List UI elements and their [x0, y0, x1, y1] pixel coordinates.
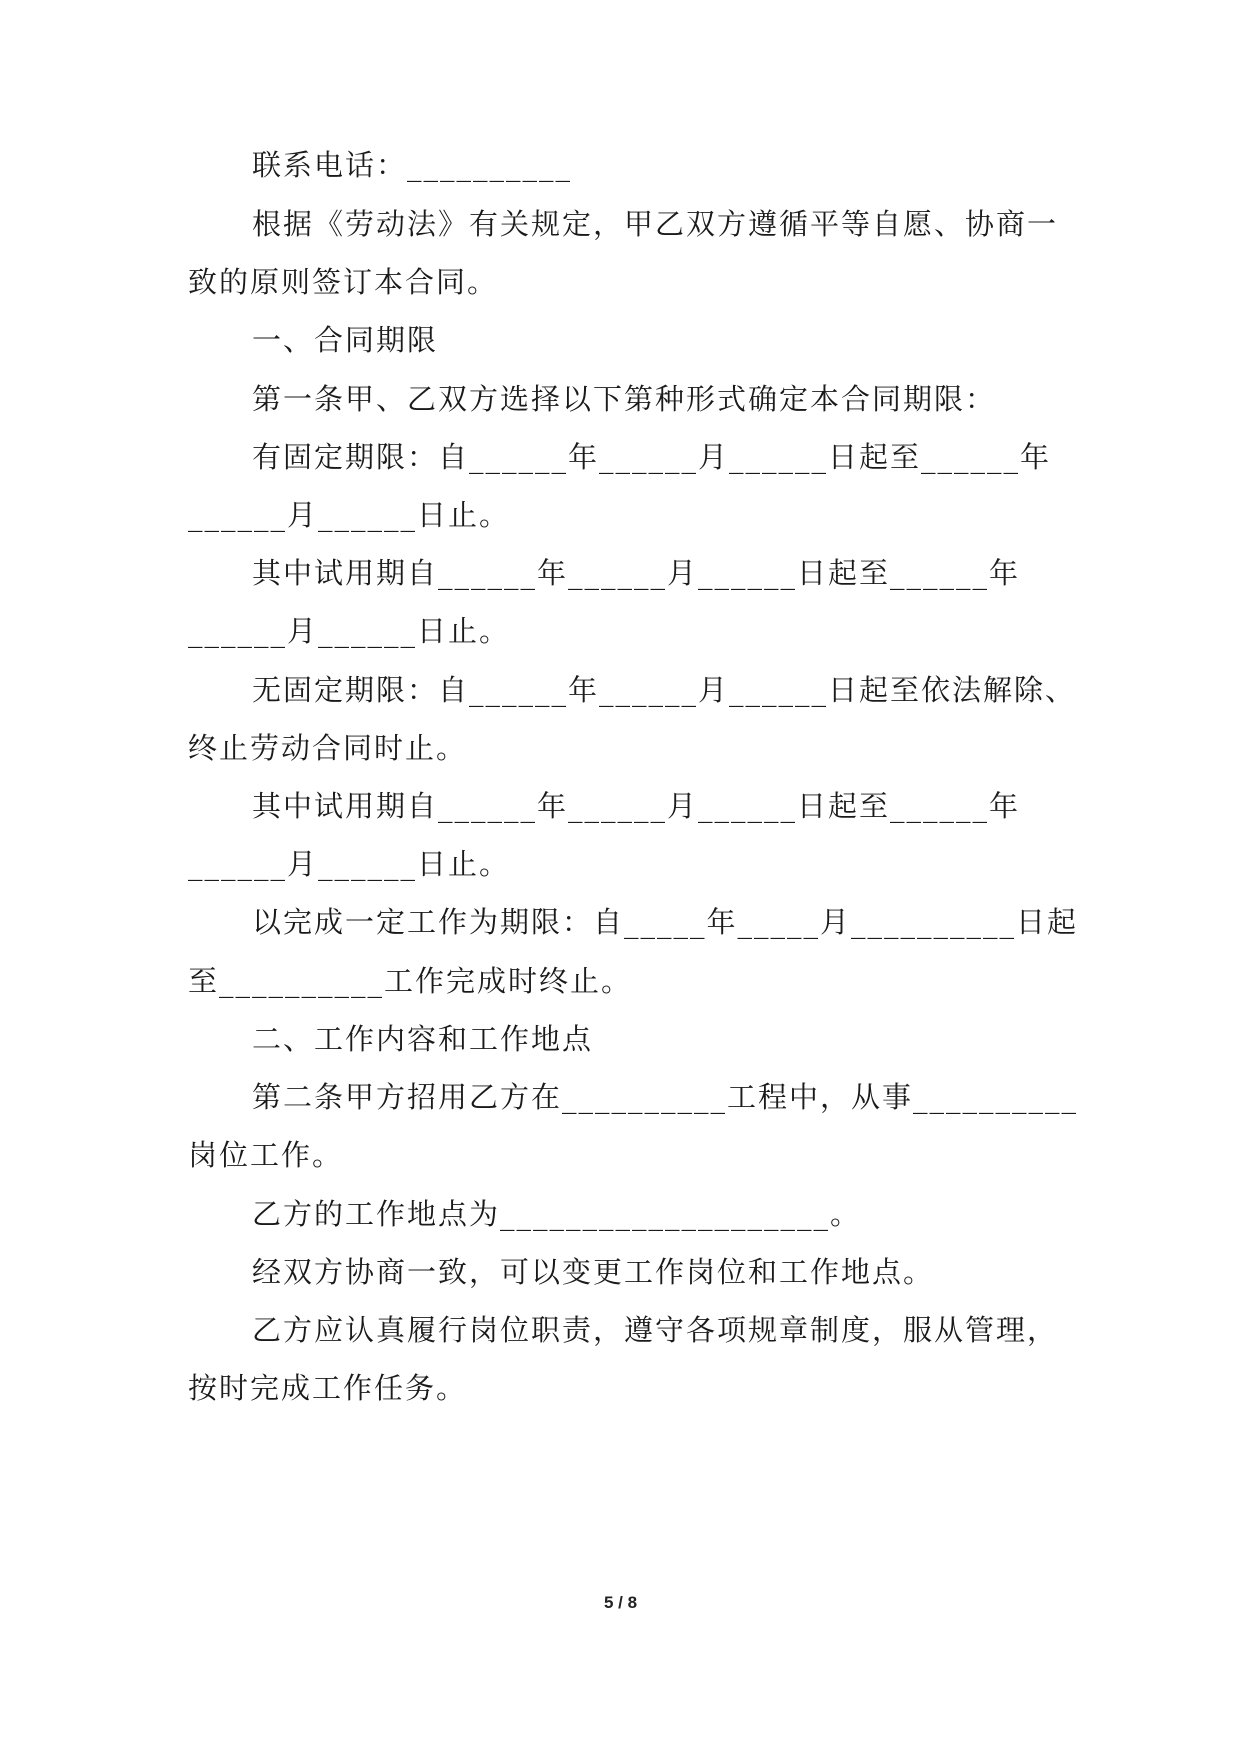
paragraph-line: 致的原则签订本合同。 — [188, 265, 499, 299]
paragraph-line: ______月______日止。 — [188, 614, 511, 648]
paragraph-line: 经双方协商一致，可以变更工作岗位和工作地点。 — [252, 1255, 935, 1289]
paragraph-line: 根据《劳动法》有关规定，甲乙双方遵循平等自愿、协商一 — [252, 207, 1059, 241]
paragraph-line: 终止劳动合同时止。 — [188, 731, 468, 765]
section-heading: 一、合同期限 — [252, 323, 439, 357]
paragraph-line: 至__________工作完成时终止。 — [188, 964, 633, 998]
paragraph-line: 按时完成工作任务。 — [188, 1371, 468, 1405]
paragraph-line: 有固定期限：自______年______月______日起至______年 — [252, 440, 1052, 474]
paragraph-line: 乙方应认真履行岗位职责，遵守各项规章制度，服从管理， — [252, 1313, 1059, 1347]
paragraph-line: 以完成一定工作为期限：自_____年_____月__________日起 — [252, 905, 1079, 939]
paragraph-line: ______月______日止。 — [188, 847, 511, 881]
paragraph-line: 乙方的工作地点为____________________。 — [252, 1197, 862, 1231]
paragraph-line: 第一条甲、乙双方选择以下第种形式确定本合同期限： — [252, 382, 997, 416]
paragraph-line: 无固定期限：自______年______月______日起至依法解除、 — [252, 673, 1077, 707]
contact-phone-line: 联系电话：__________ — [252, 148, 573, 182]
paragraph-line: 岗位工作。 — [188, 1138, 344, 1172]
paragraph-line: ______月______日止。 — [188, 498, 511, 532]
page-number: 5 / 8 — [603, 1593, 638, 1612]
paragraph-line: 其中试用期自______年______月______日起至______年 — [252, 789, 1021, 823]
paragraph-line: 第二条甲方招用乙方在__________工程中，从事__________ — [252, 1080, 1079, 1114]
section-heading: 二、工作内容和工作地点 — [252, 1022, 594, 1056]
paragraph-line: 其中试用期自______年______月______日起至______年 — [252, 556, 1021, 590]
